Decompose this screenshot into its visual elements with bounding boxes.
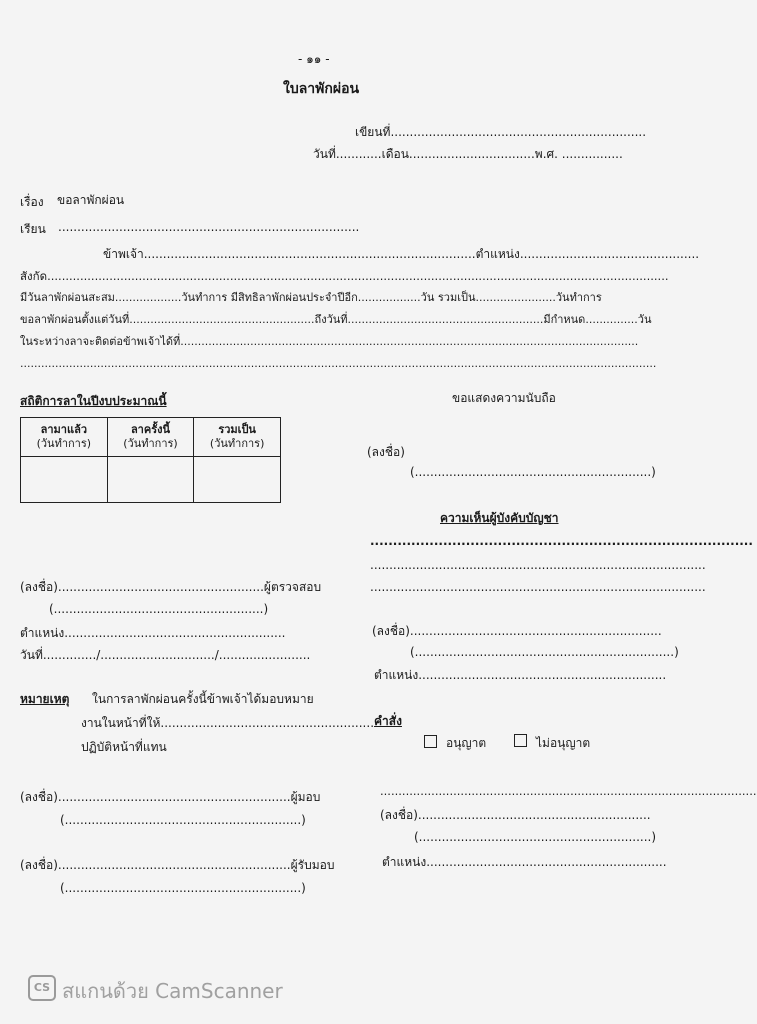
supervisor-position-field[interactable]: ตำแหน่ง.................................................................: [374, 668, 667, 682]
subject-value: ขอลาพักผ่อน: [57, 193, 125, 207]
deny-label: ไม่อนุญาต: [536, 736, 591, 750]
deny-checkbox[interactable]: [514, 734, 527, 747]
receiver-sign-field[interactable]: (ลงชื่อ).............................................................ผู้รับมอบ: [20, 858, 335, 872]
written-at-field[interactable]: เขียนที่...................................................................: [355, 125, 647, 139]
order-title: คำสั่ง: [374, 714, 402, 728]
to-label: เรียน: [20, 222, 46, 236]
checker-name-field[interactable]: (.......................................................): [49, 602, 269, 616]
remark-label: หมายเหตุ: [20, 692, 70, 706]
supervisor-opinion-line1[interactable]: ....................................................................................: [370, 534, 753, 548]
remark-text-line3: ปฏิบัติหน้าที่แทน: [81, 740, 167, 754]
approve-checkbox[interactable]: [424, 735, 437, 748]
leave-balance-field[interactable]: มีวันลาพักผ่อนสะสม...................วันทำการ มีสิทธิลาพักผ่อนประจำปีอีก..................วัน รวมเป็น.......................วันทำการ: [20, 291, 602, 304]
leave-stats-table: [20, 417, 281, 503]
supervisor-title: ความเห็นผู้บังคับบัญชา: [440, 511, 559, 525]
applicant-name-sign-field[interactable]: (..............................................................): [410, 465, 656, 479]
supervisor-name-field[interactable]: (....................................................................): [410, 645, 679, 659]
contact-address-field[interactable]: ในระหว่างลาจะติดต่อข้าพเจ้าได้ที่...................................................................................................................................: [20, 335, 639, 348]
applicant-name-field[interactable]: ข้าพเจ้า.......................................................................................ตำแหน่ง...............................................: [103, 247, 700, 261]
to-field[interactable]: ...............................................................................: [58, 220, 360, 234]
stats-title: สถิติการลาในปีงบประมาณนี้: [20, 394, 167, 408]
remark-delegate-field[interactable]: งานในหน้าที่ให้........................................................: [81, 716, 375, 730]
stats-cell-this-time[interactable]: [107, 457, 194, 503]
camscanner-logo: CS: [28, 975, 56, 1001]
stats-col-total: รวมเป็น (วันทำการ): [194, 418, 281, 457]
order-remark-line[interactable]: .......................................................................................................: [380, 784, 757, 798]
assigner-sign-field[interactable]: (ลงชื่อ).............................................................ผู้มอบ: [20, 790, 321, 804]
stats-cell-taken[interactable]: [21, 457, 108, 503]
remark-text-line1: ในการลาพักผ่อนครั้งนี้ข้าพเจ้าได้มอบหมาย: [92, 692, 314, 706]
stats-cell-total[interactable]: [194, 457, 281, 503]
supervisor-sign-field[interactable]: (ลงชื่อ)..................................................................: [372, 624, 662, 638]
contact-address-line2[interactable]: ......................................................................................................................................................................................: [20, 357, 657, 370]
checker-date-field[interactable]: วันที่............../............................../........................: [20, 648, 311, 662]
order-sign-field[interactable]: (ลงชื่อ).............................................................: [380, 808, 651, 822]
applicant-sign-label: (ลงชื่อ): [367, 445, 405, 459]
approve-label: อนุญาต: [446, 736, 487, 750]
checker-sign-field[interactable]: (ลงชื่อ)......................................................ผู้ตรวจสอบ: [20, 580, 322, 594]
assigner-name-field[interactable]: (..............................................................): [60, 813, 306, 827]
receiver-name-field[interactable]: (..............................................................): [60, 881, 306, 895]
page-title: ใบลาพักผ่อน: [283, 81, 360, 97]
leave-period-field[interactable]: ขอลาพักผ่อนตั้งแต่วันที่.....................................................ถึงวันที่........................................................มีกำหนด...............วัน: [20, 313, 652, 326]
stats-col-this-time: ลาครั้งนี้ (วันทำการ): [107, 418, 194, 457]
date-field[interactable]: วันที่............เดือน.................................พ.ศ. ................: [313, 147, 623, 161]
checker-position-field[interactable]: ตำแหน่ง..........................................................: [20, 626, 286, 640]
page-number: - ๑๑ -: [298, 52, 330, 66]
camscanner-watermark-text: สแกนด้วย CamScanner: [62, 979, 283, 1003]
respect-text: ขอแสดงความนับถือ: [452, 391, 556, 405]
order-name-field[interactable]: (.............................................................): [414, 830, 657, 844]
order-position-field[interactable]: ตำแหน่ง...............................................................: [382, 855, 667, 869]
stats-col-taken: ลามาแล้ว (วันทำการ): [21, 418, 108, 457]
supervisor-opinion-line2[interactable]: ........................................................................................: [370, 558, 706, 572]
subject-label: เรื่อง: [20, 195, 44, 209]
affiliation-field[interactable]: สังกัด..........................................................................................................................................................................: [20, 269, 669, 283]
supervisor-opinion-line3[interactable]: ........................................................................................: [370, 580, 706, 594]
